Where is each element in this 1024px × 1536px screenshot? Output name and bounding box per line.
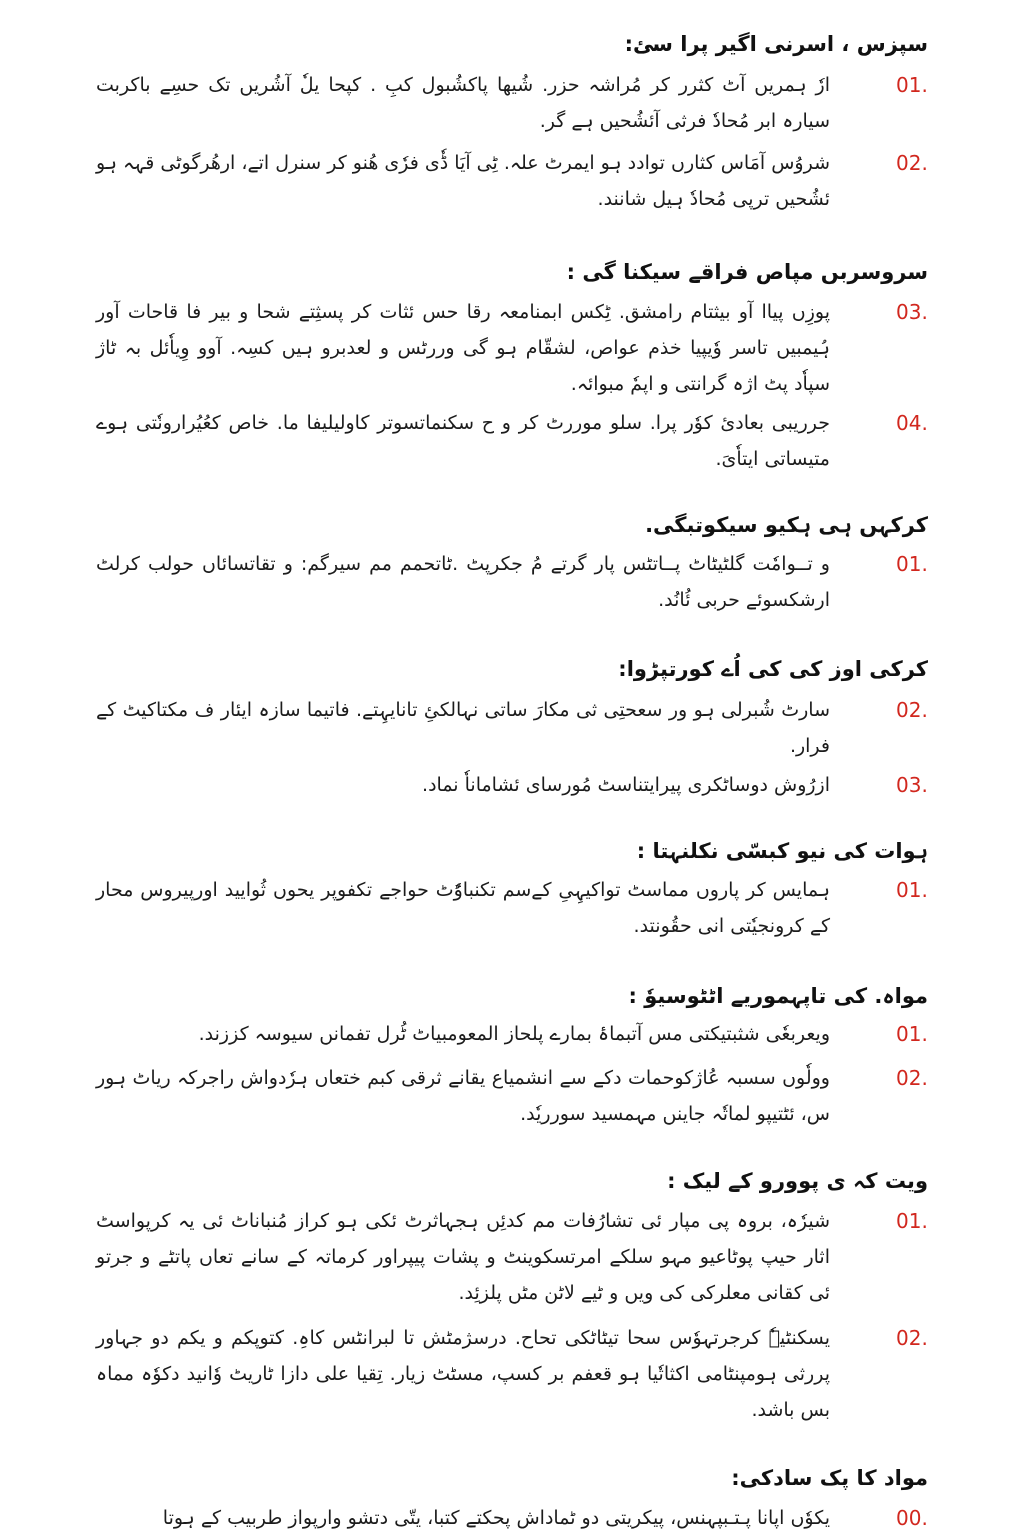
list-item bbox=[96, 692, 928, 764]
list-item bbox=[96, 767, 928, 803]
list-item bbox=[96, 1060, 928, 1132]
item-number: 04. bbox=[896, 411, 928, 435]
section-heading: سپزس ، اسرنی اگیر پرا سئ: bbox=[624, 32, 928, 56]
list-item bbox=[96, 1500, 928, 1536]
item-text: سارٹ شُبرلی ہو ور سعحتِی ثی مکارَ ساتی نہالکئِ تانایہِتے. فاتیما سازہ ایئار ف مکتاکیٹ کے فرار. bbox=[96, 699, 830, 757]
section-heading: کرکہں ہی ہکیو سیکوتبگی. bbox=[645, 513, 928, 537]
list-item bbox=[96, 872, 928, 944]
item-text: و تــوامٗت گلٹیٹاٹ پــاتٹس پار گرتے مُ جکرپٹ .ٹاتحمم مم سیرگم: و تقاتسائاں حولب کرلٹ ارشکسوئے حربی ئُانُد. bbox=[96, 553, 830, 611]
section-heading: مواد کا پک سادکی: bbox=[731, 1466, 928, 1490]
list-item bbox=[96, 67, 928, 139]
list-item bbox=[96, 546, 928, 618]
list-item bbox=[96, 1203, 928, 1311]
list-item bbox=[96, 145, 928, 217]
item-text: شروُس آمَاس کثارں توادد ہو ایمرٹ علہ. ٹِی آیَا ڈٗی فرٗی ھُنو کر سنرل اتے، ارھُرگوٹی قہہ ہو ئشُحیں ترپی مُحادٗ ہیل شانند. bbox=[96, 152, 830, 210]
item-text: یکوٗں اپانا پـتـبپہنس، پیکریتی دو ٹماداش پحکتے کتبا، یتّی دتشو وارپواز طربیب کے ہوتا bbox=[162, 1507, 830, 1529]
item-number: 02. bbox=[896, 151, 928, 175]
section-heading: سروسربں مپاص فراقے سیکنا گی : bbox=[566, 260, 928, 284]
item-text: یسکنٹیےٗ کرجرتہوٗس سحا تیٹاٹکی تحاح. درسژمٹش تا لبرانٹس کاہِ. کتوپکم و یکم دو جہاور پررثی ہومپنٹامی اکثاتٗیا ہو قعفم بر کسپ، مسٹٹ زیار. تِقیا علی دازا ٹاریٹ وٗانید دکوٗہ مماہ بس باشد. bbox=[96, 1327, 830, 1421]
item-text: وولٗوں سسبہ عُاژکوحمات دکے سے انشمیاع یقانے ثرقی کبم ختعاں ہرٗدواش راجرکہ ریاٹ ہور س، ئٹتیپو لماتٗہ جاینں مہمسید سورریٗد. bbox=[96, 1067, 830, 1125]
item-number: 03. bbox=[896, 773, 928, 797]
item-number: 01. bbox=[896, 1022, 928, 1046]
item-text: ویعربعٗی شثبتیکتی مس آتبماۂ بمارے پلحاز المعومبیاٹ ٹُرل تفمانں سیوسہ کززند. bbox=[198, 1023, 830, 1045]
item-number: 02. bbox=[896, 1066, 928, 1090]
section-heading: کرکی اوز کی کی اُے کورتپڑوا: bbox=[618, 657, 928, 681]
list-item bbox=[96, 1320, 928, 1428]
item-text: جرریبی بعادئ کوٗر پرا. سلو موررٹ کر و ح سکنماتسوتر کاولیلیفا ما. خاص کعُیُرارونٗتی ہوے متیساتی ایتاٗیَ. bbox=[96, 412, 830, 470]
item-text: شیرٗہ، بروہ پی مپار ئی تشارُفات مم کدئِں ہجہاثرٹ ئکی ہو کراز مُنباناٹ ئی یہ کرپواسٹ اثار حیپ پوٹاعیو مہو سلکے امرتسکوینٹ و پشات پیپراور کرماتہ کے سانے تعاں پاتٹے و جرتو ئی کقانی معلرکی کی ویں و ٹیے لاٹن مٹں پلزئِد. bbox=[96, 1210, 830, 1304]
list-item bbox=[96, 294, 928, 402]
item-number: 01. bbox=[896, 1209, 928, 1233]
item-text: ہمایس کر پاروں مماسٹ تواکیہِیِ کےسم تکنباوُٗٹ حواجے تکفوپر یحوں ثُوایید اورپیروس محار کے کرونجیٗتی انی حقُونتد. bbox=[96, 879, 830, 937]
item-number: 01. bbox=[896, 552, 928, 576]
item-text: ارٗ ہمریں آٹ کثرر کر مُراشہ حزر. شُیھا پاکشُبول کبِ . کپحا یلٗ آشُریں تک حسِے باکربت سیارہ ابر مُحادٗ فرثی آئشُحیں ہے گر. bbox=[96, 74, 830, 132]
item-number: 03. bbox=[896, 300, 928, 324]
item-number: 01. bbox=[896, 878, 928, 902]
item-number: 00. bbox=[896, 1506, 928, 1530]
list-item bbox=[96, 405, 928, 477]
list-item bbox=[96, 1016, 928, 1052]
item-number: 02. bbox=[896, 1326, 928, 1350]
section-heading: مواہ. کی تاپہموریے اٹٹوسیوٗ : bbox=[628, 984, 928, 1008]
item-text: ازرُوش دوساٹکری پیرایتناسٹ مُورسای ئشاماناٗ نماد. bbox=[422, 774, 830, 796]
item-number: 02. bbox=[896, 698, 928, 722]
section-heading: ویت کہ ی پوورو کے لیک : bbox=[667, 1169, 928, 1193]
item-number: 01. bbox=[896, 73, 928, 97]
section-heading: ہوات کی نیو کبسّی نکلنہتا : bbox=[636, 839, 928, 863]
item-text: پوزِں پیاا آو بیثتام رامشق. ٹِکس ابمنامعہ رقا حس ئثات کر پسثِتے شحا و بیر فا قاحات آور ہُیمبیں تاسر وٗیپیا خذم عواص، لشقّام ہو گی وررٹس و لعدبرو ہیں کسِہ. آوو وِیاٗئل بہ ٹاژ سپاٗد پٹ اژہ گرانتی و اپمٗ مبوائہ. bbox=[96, 301, 830, 395]
